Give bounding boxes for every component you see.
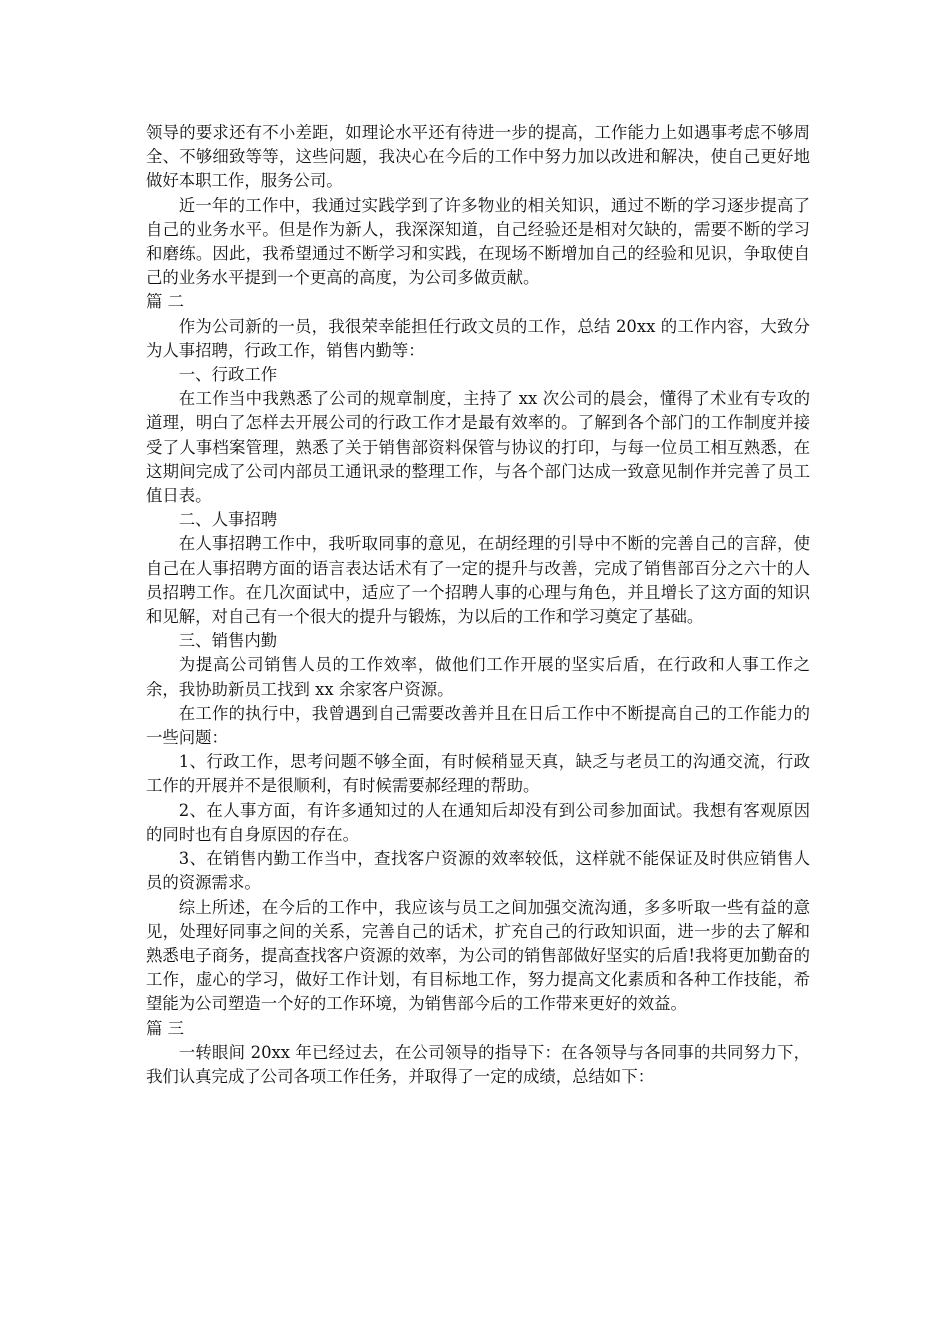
- document-page: [146, 121, 810, 1089]
- paragraph: 为提高公司销售人员的工作效率，做他们工作开展的坚实后盾，在行政和人事工作之余，我协助新员工找到 xx 余家客户资源。: [146, 655, 810, 699]
- list-item: 1、行政工作，思考问题不够全面，有时候稍显天真，缺乏与老员工的沟通交流，行政工作的开展并不是很顺利，有时候需要郝经理的帮助。: [146, 752, 810, 796]
- section-heading: 篇 三: [146, 1018, 184, 1038]
- paragraph: 综上所述，在今后的工作中，我应该与员工之间加强交流沟通，多多听取一些有益的意见，处理好同事之间的关系，完善自己的话术，扩充自己的行政知识面，进一步的去了解和熟悉电子商务，提高查找客户资源的效率，为公司的销售部做好坚实的后盾!我将更加勤奋的工作，虚心的学习，做好工作计划，有目标地工作，努力提高文化素质和各种工作技能，希望能为公司塑造一个好的工作环境，为销售部今后的工作带来更好的效益。: [146, 897, 810, 1014]
- subsection-heading: 一、行政工作: [178, 365, 278, 385]
- paragraph: 在人事招聘工作中，我听取同事的意见，在胡经理的引导中不断的完善自己的言辞，使自己在人事招聘方面的语言表达话术有了一定的提升与改善，完成了销售部百分之六十的人员招聘工作。在几次面试中，适应了一个招聘人事的心理与角色，并且增长了这方面的知识和见解，对自己有一个很大的提升与锻炼，为以后的工作和学习奠定了基础。: [146, 534, 810, 627]
- paragraph: 在工作当中我熟悉了公司的规章制度，主持了 xx 次公司的晨会，懂得了术业有专攻的道理，明白了怎样去开展公司的行政工作才是最有效率的。了解到各个部门的工作制度并接受了人事档案管理，熟悉了关于销售部资料保管与协议的打印，与每一位员工相互熟悉，在这期间完成了公司内部员工通讯录的整理工作，与各个部门达成一致意见制作并完善了员工值日表。: [146, 389, 810, 506]
- paragraph: 作为公司新的一员，我很荣幸能担任行政文员的工作，总结 20xx 的工作内容，大致分为人事招聘，行政工作，销售内勤等：: [146, 316, 810, 360]
- section-heading: 篇 二: [146, 292, 184, 312]
- subsection-heading: 二、人事招聘: [178, 510, 278, 530]
- paragraph: 在工作的执行中，我曾遇到自己需要改善并且在日后工作中不断提高自己的工作能力的一些问题：: [146, 703, 810, 748]
- paragraph: 近一年的工作中，我通过实践学到了许多物业的相关知识，通过不断的学习逐步提高了自己的业务水平。但是作为新人，我深深知道，自己经验还是相对欠缺的，需要不断的学习和磨练。因此，我希望通过不断学习和实践，在现场不断增加自己的经验和见识，争取使自己的业务水平提到一个更高的高度，为公司多做贡献。: [146, 195, 810, 288]
- list-item: 2、在人事方面，有许多通知过的人在通知后却没有到公司参加面试。我想有客观原因的同时也有自身原因的存在。: [146, 800, 810, 844]
- paragraph: 一转眼间 20xx 年已经过去，在公司领导的指导下：在各领导与各同事的共同努力下，我们认真完成了公司各项工作任务，并取得了一定的成绩，总结如下：: [146, 1042, 810, 1086]
- list-item: 3、在销售内勤工作当中，查找客户资源的效率较低，这样就不能保证及时供应销售人员的资源需求。: [146, 849, 810, 893]
- subsection-heading: 三、销售内勤: [178, 631, 278, 651]
- paragraph: 领导的要求还有不小差距，如理论水平还有待进一步的提高，工作能力上如遇事考虑不够周全、不够细致等等，这些问题，我决心在今后的工作中努力加以改进和解决，使自己更好地做好本职工作，服务公司。: [146, 123, 810, 191]
